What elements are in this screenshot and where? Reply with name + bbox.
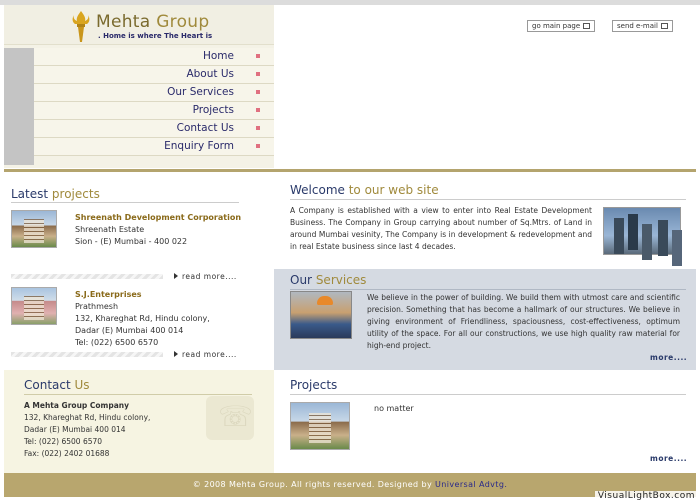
services-more-link[interactable]: more.... xyxy=(650,353,688,362)
latest-projects-section xyxy=(4,173,274,370)
nav-label: Enquiry Form xyxy=(164,140,234,152)
designer-link[interactable]: Universal Advtg. xyxy=(435,480,508,489)
latest-title-a: Latest xyxy=(11,187,49,201)
stripe-divider xyxy=(11,352,163,357)
nav-item-contact-us[interactable] xyxy=(34,120,274,138)
latest-title-b: projects xyxy=(51,187,100,201)
contact-title xyxy=(24,378,90,392)
nav-bullet-icon xyxy=(256,54,260,58)
welcome-section xyxy=(274,173,696,269)
watermark: VisualLightBox.com xyxy=(595,491,698,501)
project-line: Sion - (E) Mumbai - 400 022 xyxy=(75,237,188,246)
header-left xyxy=(4,5,274,168)
logo-first-word: Mehta xyxy=(96,12,151,32)
latest-projects-title xyxy=(11,187,100,201)
project-line: Tel: (022) 6500 6570 xyxy=(75,338,159,347)
triangle-right-icon xyxy=(174,273,178,279)
nav-label: Home xyxy=(202,50,234,62)
nav-label: Projects xyxy=(192,104,234,116)
projects-more-link[interactable]: more.... xyxy=(650,454,688,463)
header-right xyxy=(274,5,696,168)
divider xyxy=(290,289,686,290)
services-title-b: Services xyxy=(315,273,367,287)
header-divider xyxy=(4,169,696,172)
welcome-text: A Company is established with a view to enter into Real Estate Development Business. The Company in Group carrying about number of Sq.Mtrs. of Land in around Mumbai vesinity, The Company is in development & redevelopment and in real Estate business since last 4 decades. xyxy=(290,206,592,251)
divider xyxy=(24,394,252,395)
welcome-title-a: Welcome xyxy=(290,183,345,197)
nav-item-enquiry-form[interactable] xyxy=(34,138,274,156)
projects-section xyxy=(274,370,696,473)
contact-line: Fax: (022) 2402 01688 xyxy=(24,449,110,458)
nav-item-our-services[interactable] xyxy=(34,84,274,102)
project-thumbnail[interactable] xyxy=(11,210,57,248)
triangle-right-icon xyxy=(174,351,178,357)
worker-image xyxy=(290,291,352,339)
envelope-icon xyxy=(661,23,668,29)
read-more-link[interactable] xyxy=(174,350,237,359)
contact-title-a: Contact xyxy=(24,378,71,392)
project-thumbnail[interactable] xyxy=(11,287,57,325)
send-email-button[interactable] xyxy=(612,20,673,32)
nav-label: About Us xyxy=(186,68,234,80)
send-email-label: send e-mail xyxy=(617,22,658,30)
services-section xyxy=(274,269,696,370)
go-main-page-label: go main page xyxy=(532,22,581,30)
nav-bullet-icon xyxy=(256,108,260,112)
nav-side-bar xyxy=(4,48,34,165)
torch-logo-icon xyxy=(70,9,92,43)
home-icon xyxy=(583,23,590,29)
city-skyline-image xyxy=(603,207,681,255)
welcome-title-b: to our web site xyxy=(348,183,439,197)
project-line: Dadar (E) Mumbai 400 014 xyxy=(75,326,184,335)
nav-label: Our Services xyxy=(167,86,234,98)
divider xyxy=(290,199,686,200)
read-more-label: read more.... xyxy=(182,350,237,359)
project-name[interactable]: Shreenath Development Corporation xyxy=(75,213,242,222)
project-line: Prathmesh xyxy=(75,302,119,311)
services-text: We believe in the power of building. We build them with utmost care and scientific precision. Something that has become a hallmark of our structures. We believe in giving environment of Friendliness, spaciousness, cost-effectiveness, optimum utility of the space. For all our constructions, we use high quality raw material for high-end project. xyxy=(367,293,680,350)
go-main-page-button[interactable] xyxy=(527,20,595,32)
contact-line: Dadar (E) Mumbai 400 014 xyxy=(24,425,126,434)
divider xyxy=(290,394,686,395)
logo-title xyxy=(96,12,209,32)
logo-second-word: Group xyxy=(156,12,210,32)
nav-bullet-icon xyxy=(256,144,260,148)
welcome-title xyxy=(290,183,439,197)
tagline: . Home is where The Heart is xyxy=(98,32,213,40)
logo[interactable] xyxy=(4,5,274,45)
main-nav xyxy=(34,48,274,156)
nav-bullet-icon xyxy=(256,90,260,94)
phone-icon xyxy=(206,396,254,440)
nav-item-about-us[interactable] xyxy=(34,66,274,84)
services-title-a: Our xyxy=(290,273,312,287)
project-line: 132, Khareghat Rd, Hindu colony, xyxy=(75,314,210,323)
read-more-label: read more.... xyxy=(182,272,237,281)
contact-line: 132, Khareghat Rd, Hindu colony, xyxy=(24,413,151,422)
project-thumbnail[interactable] xyxy=(290,402,350,450)
project-line: Shreenath Estate xyxy=(75,225,145,234)
copyright-text: © 2008 Mehta Group. All rights reserved. Designed by xyxy=(192,480,433,489)
footer-text xyxy=(4,480,696,489)
stripe-divider xyxy=(11,274,163,279)
contact-company: A Mehta Group Company xyxy=(24,401,130,410)
projects-text: no matter xyxy=(374,404,414,413)
nav-bullet-icon xyxy=(256,72,260,76)
project-name[interactable]: S.J.Enterprises xyxy=(75,290,142,299)
nav-item-home[interactable] xyxy=(34,48,274,66)
contact-line: Tel: (022) 6500 6570 xyxy=(24,437,103,446)
page-frame xyxy=(4,5,696,497)
nav-bullet-icon xyxy=(256,126,260,130)
projects-title: Projects xyxy=(290,378,338,392)
services-title xyxy=(290,273,366,287)
contact-section xyxy=(4,370,274,473)
read-more-link[interactable] xyxy=(174,272,237,281)
nav-label: Contact Us xyxy=(176,122,234,134)
nav-item-projects[interactable] xyxy=(34,102,274,120)
divider xyxy=(11,202,239,203)
footer xyxy=(4,473,696,497)
contact-title-b: Us xyxy=(74,378,90,392)
